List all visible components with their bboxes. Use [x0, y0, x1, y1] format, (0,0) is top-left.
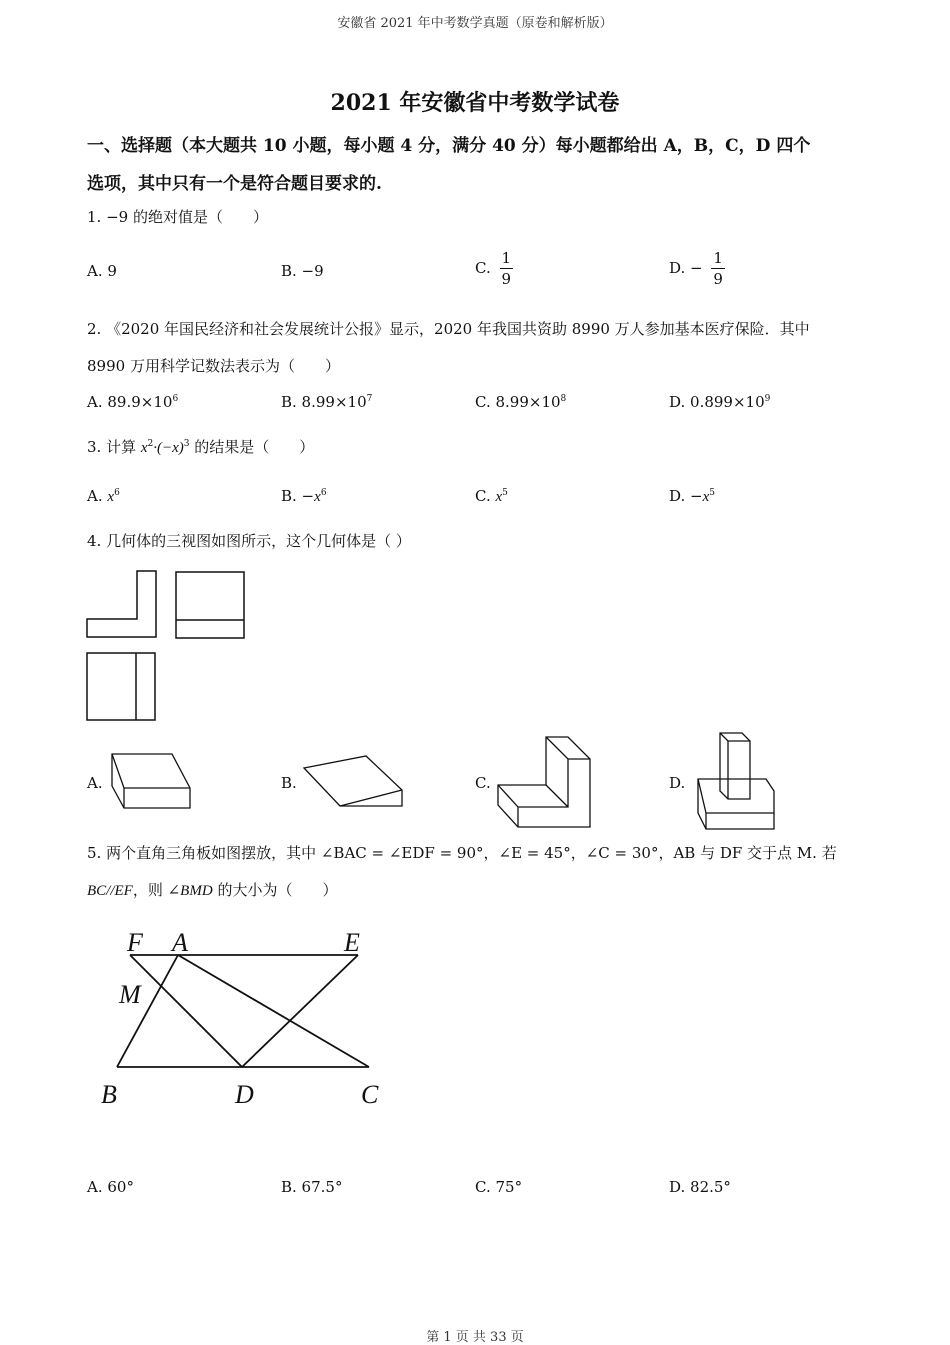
q4-option-c: C.: [475, 774, 491, 792]
q1-option-d-label: D. −: [669, 259, 703, 277]
parallel-expression: BC//EF: [87, 883, 133, 899]
q2-option-a: [87, 393, 178, 411]
option-text: A. 89.9×10: [87, 393, 173, 411]
q3-option-b: [281, 487, 327, 506]
exponent: 2: [147, 439, 154, 449]
q1-option-c: [475, 249, 513, 289]
option-label: D. −: [669, 487, 703, 505]
expr-middle: ·(−x): [153, 440, 184, 456]
label-B: B: [101, 1080, 117, 1109]
q4-option-a-figure: [108, 750, 194, 810]
page-header: 安徽省 2021 年中考数学真题（原卷和解析版）: [337, 16, 613, 31]
front-view: [87, 571, 156, 637]
q2-option-b: [281, 393, 372, 411]
q1-option-c-label: C.: [475, 259, 491, 277]
top-view: [87, 653, 155, 720]
label-C: C: [361, 1080, 379, 1109]
q1-option-b: B. −9: [281, 262, 324, 280]
fraction-denominator: 9: [501, 270, 512, 288]
exponent: 9: [764, 394, 771, 404]
q4-option-a: A.: [87, 774, 103, 792]
exponent: 3: [183, 439, 190, 449]
q4-option-d: D.: [669, 774, 686, 792]
option-base: x: [107, 489, 115, 505]
label-E: E: [344, 928, 360, 957]
section-heading-line1: 一、选择题（本大题共 10 小题，每小题 4 分，满分 40 分）每小题都给出 A，B，C，D 四个: [87, 136, 811, 156]
q5-option-a: A. 60°: [87, 1178, 134, 1196]
q5-option-b: B. 67.5°: [281, 1178, 343, 1196]
q5-option-d: D. 82.5°: [669, 1178, 731, 1196]
fraction-numerator: 1: [713, 249, 723, 267]
question-2-line2: 8990 万用科学记数法表示为（ ）: [87, 357, 340, 375]
side-view: [176, 572, 244, 638]
option-text: D. 0.899×10: [669, 393, 765, 411]
q4-option-c-figure: [496, 733, 596, 831]
q1-option-d-fraction: [711, 249, 725, 289]
q1-option-d: [669, 249, 725, 289]
q4-option-d-figure: [690, 731, 780, 833]
q2-option-d: [669, 393, 770, 411]
section-heading-line2: 选项，其中只有一个是符合题目要求的.: [87, 174, 382, 194]
exponent: 8: [560, 394, 567, 404]
label-M: M: [119, 980, 141, 1009]
exponent: 6: [320, 488, 327, 498]
three-views-figure: [85, 568, 255, 728]
option-text: C. 8.99×10: [475, 393, 561, 411]
line2-suffix: 的大小为（ ）: [212, 881, 338, 899]
exponent: 5: [502, 488, 508, 498]
option-base: x: [702, 489, 710, 505]
question-2-line1: 2. 《2020 年国民经济和社会发展统计公报》显示，2020 年我国共资助 8990 万人参加基本医疗保险．其中: [87, 320, 810, 338]
q1-option-c-fraction: [500, 249, 514, 289]
exponent: 5: [709, 488, 716, 498]
stem-prefix: 3. 计算: [87, 438, 141, 456]
question-1-stem: 1. −9 的绝对值是（ ）: [87, 208, 268, 226]
option-label: A.: [87, 487, 103, 505]
fraction-denominator: 9: [713, 270, 723, 288]
expr-base: x: [140, 440, 148, 456]
q4-option-b-figure: [300, 752, 410, 812]
label-A: A: [172, 928, 188, 957]
question-5-line2: [87, 879, 337, 900]
triangles-figure: [95, 925, 395, 1115]
angle-bmd: ∠BMD: [167, 883, 213, 899]
question-4-stem: 4. 几何体的三视图如图所示，这个几何体是（ ）: [87, 532, 411, 550]
q5-option-c: C. 75°: [475, 1178, 523, 1196]
option-base: x: [495, 489, 503, 505]
option-text: B. 8.99×10: [281, 393, 367, 411]
stem-suffix: 的结果是（ ）: [189, 438, 315, 456]
option-base: x: [314, 489, 321, 505]
q1-option-a: A. 9: [87, 262, 117, 280]
line2-middle: ，则: [132, 881, 168, 899]
option-label: C.: [475, 487, 491, 505]
exponent: 6: [114, 488, 120, 498]
q4-option-b: B.: [281, 774, 297, 792]
q2-option-c: [475, 393, 566, 411]
option-label: B. −: [281, 487, 315, 505]
label-F: F: [127, 928, 143, 957]
page-title: 2021 年安徽省中考数学试卷: [330, 90, 620, 116]
question-5-line1: 5. 两个直角三角板如图摆放，其中 ∠BAC = ∠EDF = 90°，∠E = 45°，∠C = 30°，AB 与 DF 交于点 M. 若: [87, 844, 837, 862]
q3-option-a: [87, 487, 120, 506]
q3-option-c: [475, 487, 508, 506]
exponent: 7: [366, 394, 373, 404]
label-D: D: [235, 1080, 254, 1109]
exponent: 6: [172, 394, 179, 404]
fraction-numerator: 1: [501, 249, 512, 267]
question-3-stem: [87, 436, 314, 457]
q3-option-d: [669, 487, 715, 506]
page-footer: 第 1 页 共 33 页: [426, 1330, 524, 1345]
